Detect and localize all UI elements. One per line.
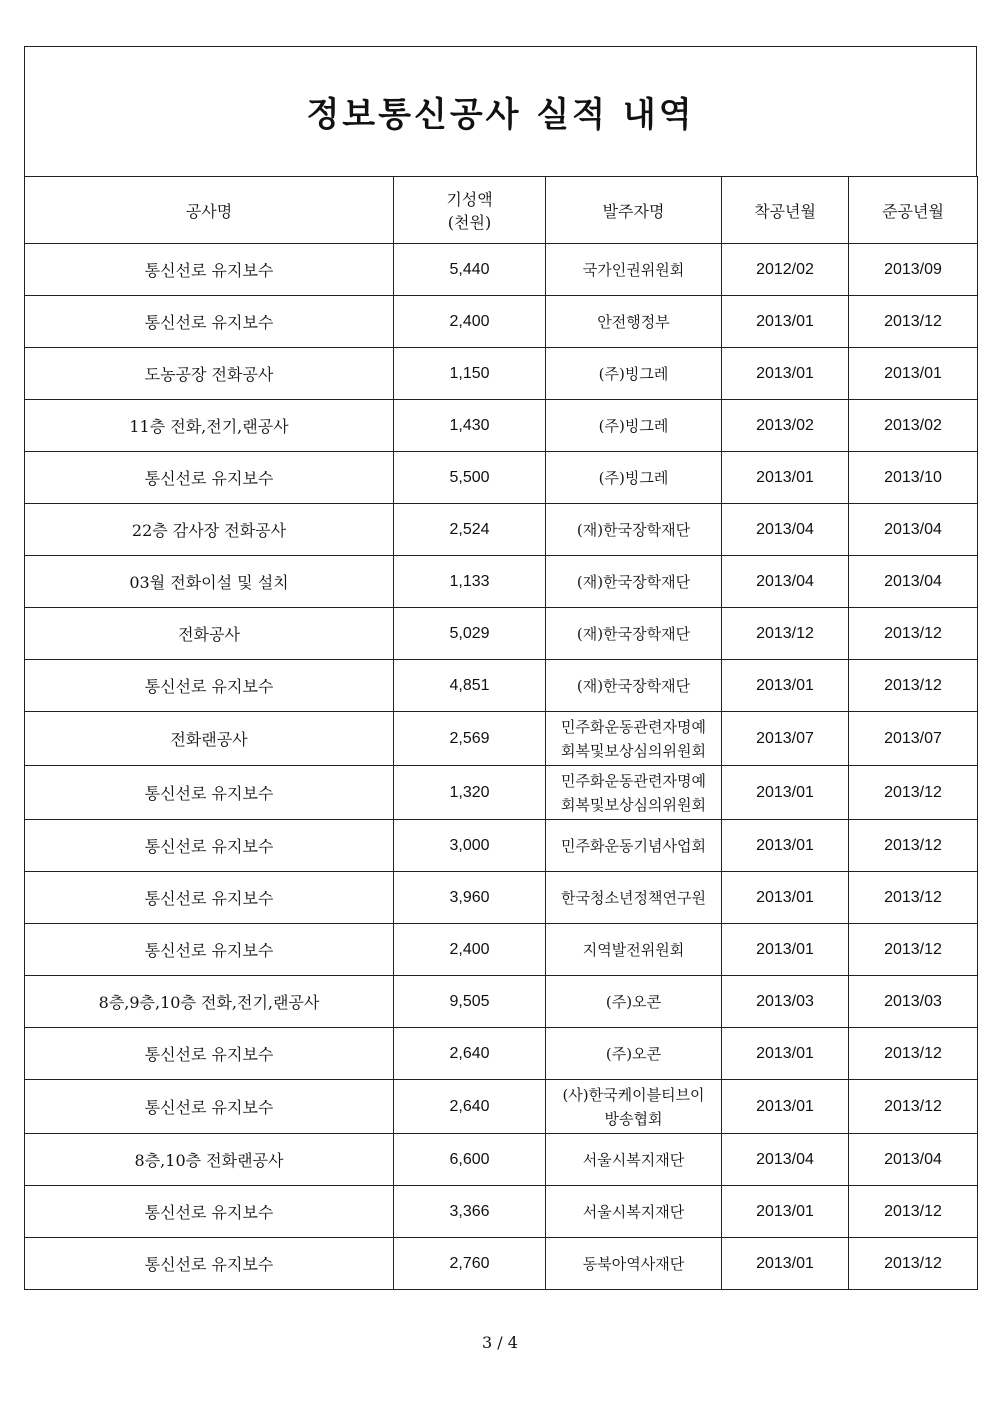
cell-amount: 2,400 [394, 296, 546, 348]
cell-end: 2013/10 [849, 452, 978, 504]
page-title: 정보통신공사 실적 내역 [306, 95, 695, 135]
cell-project-name: 통신선로 유지보수 [25, 452, 394, 504]
page-number: 3 / 4 [482, 1333, 518, 1352]
header-client: 발주자명 [546, 177, 722, 244]
cell-end: 2013/12 [849, 1028, 978, 1080]
cell-project-name: 통신선로 유지보수 [25, 244, 394, 296]
table-row [25, 556, 978, 608]
cell-client: (재)한국장학재단 [546, 660, 722, 712]
cell-amount: 3,366 [394, 1186, 546, 1238]
cell-amount: 1,133 [394, 556, 546, 608]
cell-client: 민주화운동기념사업회 [546, 820, 722, 872]
cell-end: 2013/09 [849, 244, 978, 296]
table-row [25, 660, 978, 712]
cell-client: 동북아역사재단 [546, 1238, 722, 1290]
cell-end: 2013/12 [849, 766, 978, 820]
table-row [25, 1080, 978, 1134]
table-row [25, 712, 978, 766]
cell-amount: 2,760 [394, 1238, 546, 1290]
cell-start: 2013/01 [722, 660, 849, 712]
cell-end: 2013/12 [849, 1186, 978, 1238]
cell-amount: 2,640 [394, 1080, 546, 1134]
table-row [25, 924, 978, 976]
cell-start: 2013/04 [722, 1134, 849, 1186]
cell-project-name: 통신선로 유지보수 [25, 766, 394, 820]
cell-project-name: 도농공장 전화공사 [25, 348, 394, 400]
table-row [25, 244, 978, 296]
cell-amount: 2,640 [394, 1028, 546, 1080]
cell-client: (주)빙그레 [546, 452, 722, 504]
cell-start: 2013/01 [722, 1186, 849, 1238]
cell-amount: 9,505 [394, 976, 546, 1028]
cell-project-name: 통신선로 유지보수 [25, 924, 394, 976]
header-amount [394, 177, 546, 244]
table-row [25, 1028, 978, 1080]
cell-project-name: 8층,10층 전화랜공사 [25, 1134, 394, 1186]
cell-amount: 6,600 [394, 1134, 546, 1186]
table-row [25, 504, 978, 556]
table-row [25, 400, 978, 452]
table-row [25, 1186, 978, 1238]
header-amount-unit: (천원) [447, 213, 492, 232]
cell-end: 2013/03 [849, 976, 978, 1028]
cell-amount: 5,500 [394, 452, 546, 504]
cell-start: 2013/01 [722, 452, 849, 504]
cell-end: 2013/04 [849, 1134, 978, 1186]
cell-amount: 5,440 [394, 244, 546, 296]
cell-end: 2013/12 [849, 872, 978, 924]
cell-start: 2013/01 [722, 348, 849, 400]
cell-project-name: 통신선로 유지보수 [25, 660, 394, 712]
cell-start: 2013/02 [722, 400, 849, 452]
cell-start: 2013/01 [722, 1028, 849, 1080]
cell-client: (주)빙그레 [546, 348, 722, 400]
cell-end: 2013/12 [849, 924, 978, 976]
cell-end: 2013/04 [849, 556, 978, 608]
header-row [25, 177, 978, 244]
cell-start: 2013/01 [722, 296, 849, 348]
table-row [25, 452, 978, 504]
cell-project-name: 11층 전화,전기,랜공사 [25, 400, 394, 452]
cell-start: 2013/01 [722, 924, 849, 976]
cell-amount: 2,569 [394, 712, 546, 766]
cell-amount: 2,400 [394, 924, 546, 976]
cell-end: 2013/04 [849, 504, 978, 556]
header-start: 착공년월 [722, 177, 849, 244]
performance-table [24, 176, 978, 1290]
cell-start: 2013/03 [722, 976, 849, 1028]
cell-end: 2013/12 [849, 820, 978, 872]
title-box [24, 46, 977, 176]
cell-amount: 5,029 [394, 608, 546, 660]
cell-project-name: 전화공사 [25, 608, 394, 660]
cell-client: 서울시복지재단 [546, 1134, 722, 1186]
header-amount-label: 기성액 [446, 190, 493, 209]
cell-amount: 1,320 [394, 766, 546, 820]
cell-project-name: 전화랜공사 [25, 712, 394, 766]
cell-end: 2013/12 [849, 1080, 978, 1134]
table-row [25, 976, 978, 1028]
cell-amount: 4,851 [394, 660, 546, 712]
header-end: 준공년월 [849, 177, 978, 244]
cell-amount: 1,430 [394, 400, 546, 452]
cell-client: 한국청소년정책연구원 [546, 872, 722, 924]
cell-start: 2012/02 [722, 244, 849, 296]
cell-project-name: 22층 감사장 전화공사 [25, 504, 394, 556]
cell-start: 2013/04 [722, 504, 849, 556]
table-row [25, 296, 978, 348]
cell-amount: 3,960 [394, 872, 546, 924]
cell-client: 안전행정부 [546, 296, 722, 348]
cell-client: (주)빙그레 [546, 400, 722, 452]
cell-end: 2013/01 [849, 348, 978, 400]
cell-project-name: 통신선로 유지보수 [25, 820, 394, 872]
cell-project-name: 03월 전화이설 및 설치 [25, 556, 394, 608]
cell-start: 2013/01 [722, 820, 849, 872]
cell-start: 2013/01 [722, 1238, 849, 1290]
cell-start: 2013/12 [722, 608, 849, 660]
cell-project-name: 통신선로 유지보수 [25, 1028, 394, 1080]
table-row [25, 608, 978, 660]
cell-project-name: 통신선로 유지보수 [25, 1238, 394, 1290]
cell-amount: 3,000 [394, 820, 546, 872]
cell-client: (사)한국케이블티브이 방송협회 [546, 1080, 722, 1134]
cell-client: 지역발전위원회 [546, 924, 722, 976]
cell-end: 2013/02 [849, 400, 978, 452]
cell-client: (재)한국장학재단 [546, 504, 722, 556]
cell-end: 2013/07 [849, 712, 978, 766]
cell-project-name: 통신선로 유지보수 [25, 296, 394, 348]
table-row [25, 1134, 978, 1186]
cell-client: (재)한국장학재단 [546, 608, 722, 660]
cell-project-name: 통신선로 유지보수 [25, 1186, 394, 1238]
cell-end: 2013/12 [849, 608, 978, 660]
cell-project-name: 통신선로 유지보수 [25, 1080, 394, 1134]
cell-start: 2013/01 [722, 766, 849, 820]
cell-end: 2013/12 [849, 1238, 978, 1290]
header-project-name: 공사명 [25, 177, 394, 244]
table-row [25, 872, 978, 924]
cell-start: 2013/07 [722, 712, 849, 766]
cell-project-name: 8층,9층,10층 전화,전기,랜공사 [25, 976, 394, 1028]
table-row [25, 1238, 978, 1290]
cell-client: (주)오콘 [546, 976, 722, 1028]
cell-start: 2013/04 [722, 556, 849, 608]
cell-client: 국가인권위원회 [546, 244, 722, 296]
cell-client: 민주화운동관련자명예 회복및보상심의위원회 [546, 766, 722, 820]
cell-start: 2013/01 [722, 872, 849, 924]
cell-amount: 1,150 [394, 348, 546, 400]
document [24, 46, 977, 1290]
cell-client: 서울시복지재단 [546, 1186, 722, 1238]
cell-end: 2013/12 [849, 660, 978, 712]
table-row [25, 766, 978, 820]
cell-start: 2013/01 [722, 1080, 849, 1134]
table-row [25, 348, 978, 400]
cell-client: (재)한국장학재단 [546, 556, 722, 608]
cell-end: 2013/12 [849, 296, 978, 348]
cell-client: 민주화운동관련자명예 회복및보상심의위원회 [546, 712, 722, 766]
cell-project-name: 통신선로 유지보수 [25, 872, 394, 924]
cell-client: (주)오콘 [546, 1028, 722, 1080]
table-row [25, 820, 978, 872]
cell-amount: 2,524 [394, 504, 546, 556]
